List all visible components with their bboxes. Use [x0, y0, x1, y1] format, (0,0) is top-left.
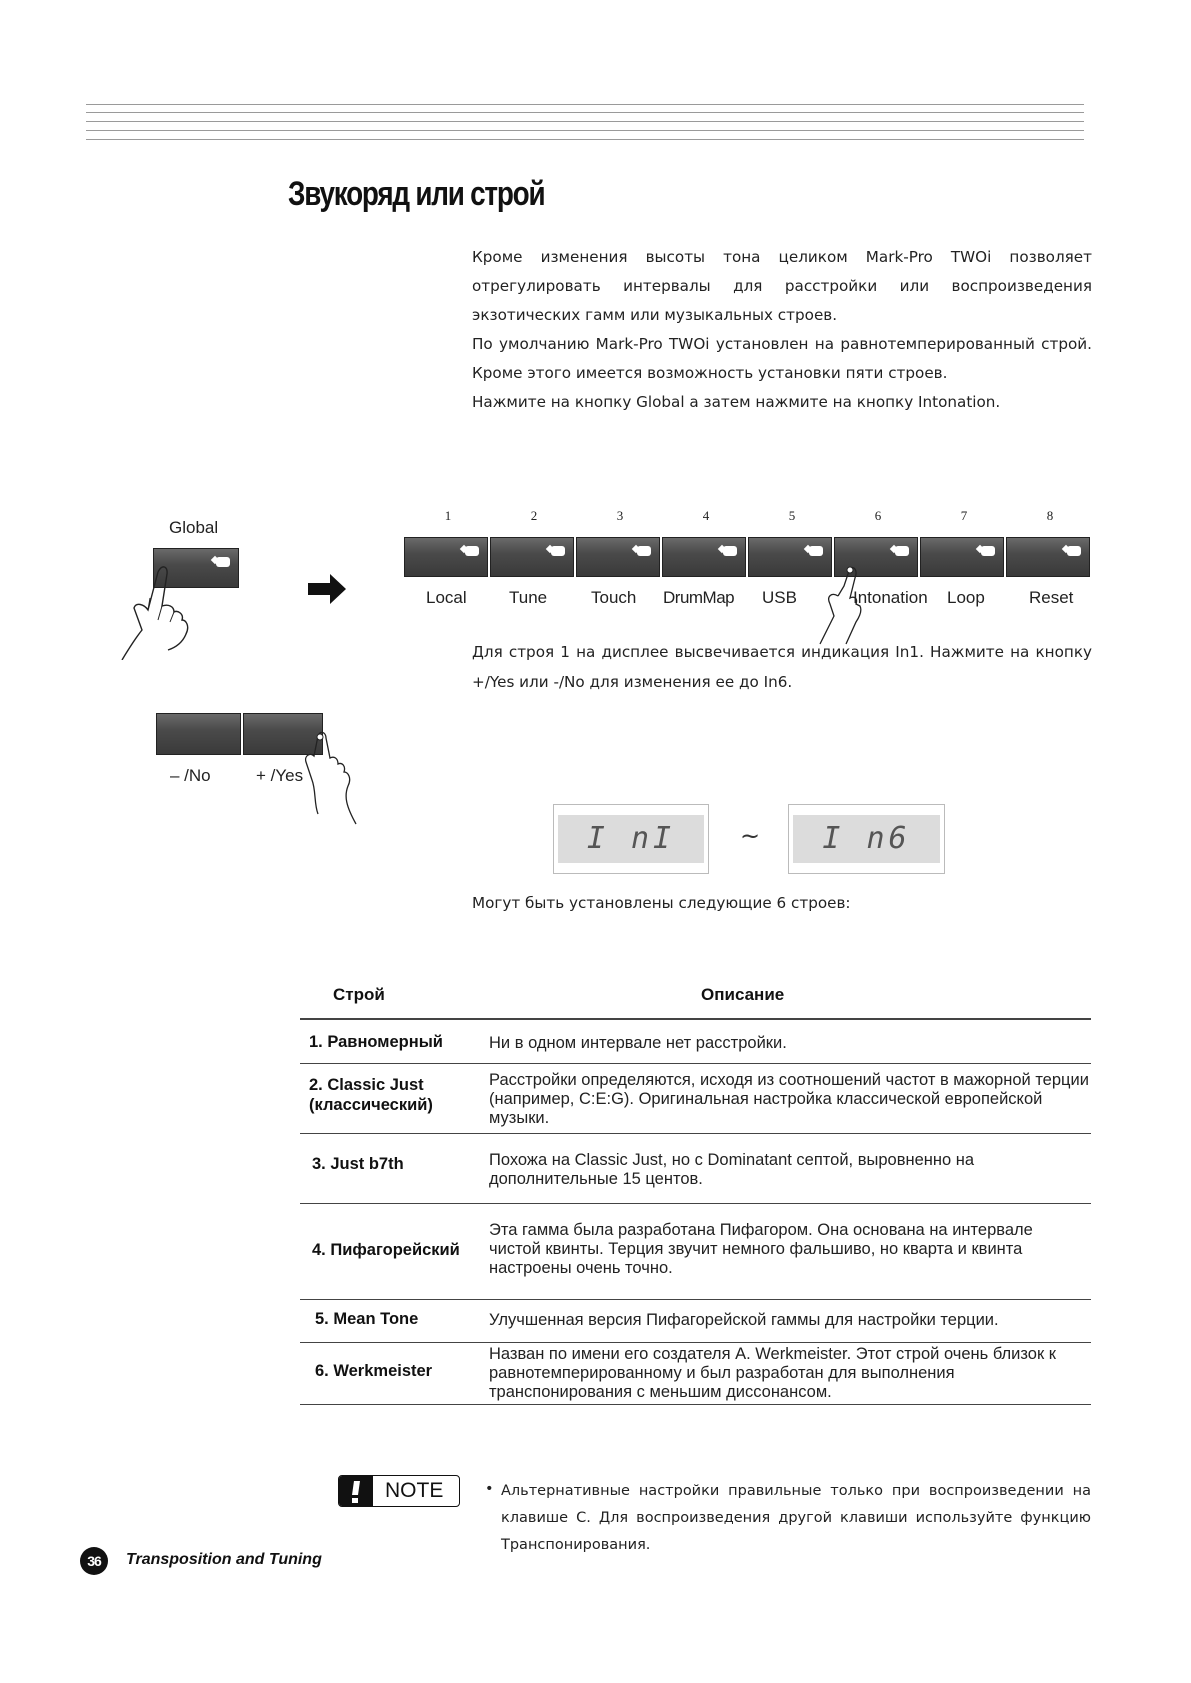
- tuning-name-sub: (классический): [309, 1096, 433, 1114]
- tuning-description: Ни в одном интервале нет расстройки.: [489, 1034, 787, 1052]
- button-label-touch: Touch: [591, 588, 637, 607]
- tuning-name: 1. Равномерный: [309, 1033, 443, 1051]
- instruction-text: Для строя 1 на дисплее высвечивается индикация In1. Нажмите на кнопку +/Yes или -/No для изменения ее до In6.: [472, 643, 1092, 691]
- hand-pointer-icon: [300, 728, 380, 828]
- header-rule: [86, 112, 1084, 113]
- button-label-local: Local: [426, 588, 467, 607]
- button-local[interactable]: [404, 537, 488, 577]
- tuning-name: 3. Just b7th: [312, 1155, 404, 1173]
- led-indicator: [551, 546, 565, 556]
- button-drummap[interactable]: [662, 537, 746, 577]
- footer-section-title: Transposition and Tuning: [126, 1551, 322, 1568]
- led-indicator: [1067, 546, 1081, 556]
- button-number: 2: [530, 508, 538, 523]
- arrow-right-icon: [308, 574, 348, 604]
- button-touch[interactable]: [576, 537, 660, 577]
- hand-pointer-icon: [800, 566, 870, 646]
- led-indicator: [465, 546, 479, 556]
- tuning-description: Похожа на Classic Just, но с Dominatant септой, выровненно на дополнительные 15 центов.: [489, 1151, 975, 1188]
- button-label-usb: USB: [762, 588, 797, 607]
- lcd-value-from: I nI: [558, 815, 704, 863]
- yes-label: + /Yes: [256, 766, 304, 785]
- tuning-name: 4. Пифагорейский: [312, 1241, 460, 1259]
- intro-paragraph: Кроме изменения высоты тона целиком Mark-Pro TWOi позволяет отрегулировать интервалы для расстройки или воспроизведения экзотических гамм или музыкальных строев.: [472, 248, 1092, 324]
- tuning-name: 5. Mean Tone: [315, 1310, 419, 1328]
- button-number: 7: [960, 508, 968, 523]
- table-row-divider: [300, 1404, 1091, 1405]
- tuning-name: 6. Werkmeister: [315, 1362, 433, 1380]
- led-indicator: [723, 546, 737, 556]
- button-label-drummap: DrumMap: [663, 588, 735, 607]
- button-number: 3: [616, 508, 624, 523]
- global-label: Global: [169, 518, 219, 537]
- led-indicator: [216, 557, 230, 567]
- table-row-divider: [300, 1299, 1091, 1300]
- tuning-description: Улучшенная версия Пифагорейской гаммы для настройки терции.: [489, 1311, 999, 1329]
- column-header-description: Описание: [701, 985, 785, 1004]
- range-tilde: ~: [740, 822, 761, 850]
- column-header-tuning: Строй: [333, 985, 385, 1004]
- note-text: Альтернативные настройки правильные только при воспроизведении на клавише C. Для воспроизведения другой клавиши используйте функцию Транспонирования.: [501, 1483, 1091, 1553]
- lcd-display: [788, 804, 945, 874]
- table-row-divider: [300, 1342, 1091, 1343]
- intro-text: [472, 243, 1092, 417]
- page-title: Звукоряд или строй: [288, 175, 545, 213]
- header-rule: [86, 104, 1084, 105]
- tuning-description: Эта гамма была разработана Пифагором. Она основана на интервале чистой квинты. Терция звучит немного фальшиво, но кварта и квинта настроены очень точно.: [489, 1221, 1033, 1277]
- led-indicator: [637, 546, 651, 556]
- no-button[interactable]: [156, 713, 241, 755]
- note-bullet: •: [485, 1481, 494, 1497]
- button-label-tune: Tune: [509, 588, 548, 607]
- button-label-loop: Loop: [947, 588, 985, 607]
- button-tune[interactable]: [490, 537, 574, 577]
- hand-pointer-icon: [88, 560, 198, 660]
- table-header-rule: [300, 1018, 1091, 1020]
- table-row-divider: [300, 1203, 1091, 1204]
- exclamation-icon: [339, 1476, 373, 1506]
- intro-paragraph: По умолчанию Mark-Pro TWOi установлен на равнотемперированный строй. Кроме этого имеется возможность установки пяти строев.: [472, 335, 1092, 382]
- table-row-divider: [300, 1063, 1091, 1064]
- table-caption: Могут быть установлены следующие 6 строев:: [472, 894, 851, 912]
- button-number: 4: [702, 508, 710, 523]
- button-label-intonation: Intonation: [853, 588, 928, 607]
- button-label-reset: Reset: [1029, 588, 1074, 607]
- button-loop[interactable]: [920, 537, 1004, 577]
- led-indicator: [981, 546, 995, 556]
- led-indicator: [895, 546, 909, 556]
- led-indicator: [809, 546, 823, 556]
- note-badge: [338, 1475, 460, 1507]
- header-rule: [86, 139, 1084, 140]
- no-label: – /No: [170, 766, 211, 785]
- tuning-description: Назван по имени его создателя A. Werkmeister. Этот строй очень близок к равнотемперированному и был разработан для выполнения транспонирования с меньшим диссонансом.: [489, 1345, 1056, 1401]
- intro-paragraph: Нажмите на кнопку Global а затем нажмите на кнопку Intonation.: [472, 393, 1001, 411]
- page-number: 36: [80, 1547, 108, 1575]
- table-row-divider: [300, 1133, 1091, 1134]
- button-number: 5: [788, 508, 796, 523]
- tuning-description: Расстройки определяются, исходя из соотношений частот в мажорной терции (например, C:E:G). Оригинальная настройка классической европейской музыки.: [489, 1071, 1089, 1127]
- button-reset[interactable]: [1006, 537, 1090, 577]
- button-number: 8: [1046, 508, 1054, 523]
- header-rule: [86, 130, 1084, 131]
- button-number: 6: [874, 508, 882, 523]
- lcd-display: [553, 804, 709, 874]
- note-label: NOTE: [385, 1479, 444, 1502]
- tuning-name: 2. Classic Just: [309, 1076, 424, 1094]
- header-rule: [86, 121, 1084, 122]
- button-number: 1: [444, 508, 452, 523]
- lcd-value-to: I n6: [793, 815, 940, 863]
